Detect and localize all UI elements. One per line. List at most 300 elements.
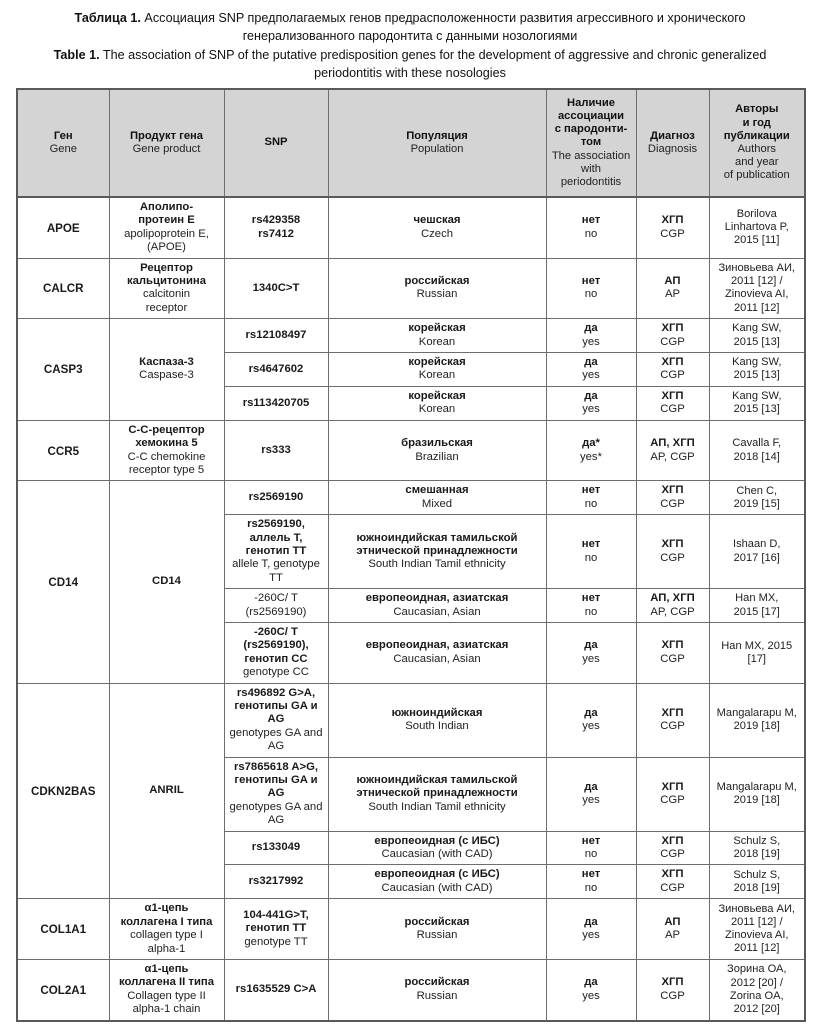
authors-value: 2015 [13] [733,335,780,348]
association-ru: да* [582,437,600,450]
population-en: Russian [416,989,458,1002]
population-ru: чешская [413,214,461,227]
gene-name: CCR5 [47,444,80,458]
table-caption [0,0,820,88]
table-row [17,258,805,319]
gene-product-ru: α1-цепь [144,902,189,915]
gene-product-ru: хемокина 5 [135,437,198,450]
snp-value: генотип CC [244,652,308,665]
cell-snp [224,757,328,831]
table-row [17,420,805,481]
population-ru: российская [404,275,470,288]
snp-value: rs333 [261,443,291,456]
snp-value: генотипы GA и AG [234,700,318,726]
column-header-en: and year [734,156,779,169]
snp-value-en: genotype CC [243,666,309,679]
population-en: Czech [420,227,454,240]
cell-snp [224,420,328,481]
snp-value: генотипы GA и AG [234,774,318,800]
population-ru: южноиндийская [391,706,483,719]
gene-product-en: Collagen type II [127,989,206,1002]
cell-authors [709,386,805,420]
column-header-en: The association [551,149,631,162]
population-en: South Indian Tamil ethnicity [368,558,506,571]
cell-diagnosis [636,197,709,258]
table-row [17,899,805,960]
population-en: Brazilian [415,450,459,463]
association-en: yes [582,652,600,665]
cell-population [328,959,546,1020]
cell-gene [17,197,109,258]
gene-product-ru: коллагена I типа [120,915,213,928]
association-en: yes [582,929,600,942]
population-ru: этнической принадлежности [356,544,518,557]
population-ru: российская [404,915,470,928]
caption-russian-label: Таблица 1. [74,11,141,25]
cell-snp [224,197,328,258]
cell-gene-product [109,481,224,683]
authors-value: 2018 [14] [733,450,780,463]
column-header-ru: ассоциации [557,109,625,122]
column-header-4 [546,89,636,197]
diagnosis-en: CGP [660,794,685,807]
diagnosis-en: CGP [660,335,685,348]
authors-value: 2011 [12] / [730,275,783,288]
diagnosis-ru: ХГП [661,868,684,881]
association-ru: нет [581,834,601,847]
population-en: Korean [418,369,456,382]
column-header-en: periodontitis [560,176,622,188]
cell-authors [709,420,805,481]
cell-snp [224,622,328,683]
authors-value: 2018 [19] [733,848,780,861]
population-en: Russian [416,288,458,301]
snp-value: аллель T, генотип TT [245,531,307,557]
authors-value: Linhartova P, [724,221,789,234]
population-en: South Indian Tamil ethnicity [368,800,506,813]
cell-snp [224,683,328,757]
association-ru: нет [581,214,601,227]
table-row [17,959,805,1020]
cell-population [328,899,546,960]
cell-population [328,831,546,865]
cell-snp [224,899,328,960]
cell-population [328,258,546,319]
cell-snp [224,959,328,1020]
gene-product-en: receptor type 5 [128,463,205,476]
authors-value: Chen C, [736,484,778,497]
authors-value: Mangalarapu M, [716,706,797,719]
snp-value: rs2569190, [247,518,305,531]
cell-diagnosis [636,319,709,353]
cell-association [546,757,636,831]
diagnosis-ru: ХГП [661,322,684,335]
association-ru: нет [581,484,601,497]
cell-association [546,622,636,683]
cell-gene [17,258,109,319]
cell-population [328,757,546,831]
population-en: Mixed [421,497,453,510]
authors-value: Zinovieva AI, [724,929,789,942]
association-en: no [584,881,598,894]
population-ru: европеоидная, азиатская [365,639,509,652]
cell-population [328,589,546,623]
snp-value: rs429358 [251,214,301,227]
cell-authors [709,589,805,623]
cell-gene-product [109,899,224,960]
cell-authors [709,757,805,831]
association-ru: нет [581,868,601,881]
column-header-ru: Популяция [406,129,468,142]
cell-association [546,831,636,865]
gene-product-ru: CD14 [152,575,181,588]
cell-authors [709,865,805,899]
association-ru: да [584,976,598,989]
diagnosis-en: CGP [660,369,685,382]
association-en: no [584,288,598,301]
cell-authors [709,899,805,960]
association-en: no [584,227,598,240]
gene-product-en: (APOE) [147,241,186,254]
association-en: yes [582,369,600,382]
snp-value: rs113420705 [242,396,310,409]
diagnosis-ru: ХГП [661,639,684,652]
gene-product-en: Caspase-3 [139,369,194,382]
authors-value: Borilova [736,208,777,220]
gene-product-ru: C-C-рецептор [128,423,205,436]
association-en: yes [582,403,600,416]
association-en: yes [582,989,600,1002]
cell-association [546,959,636,1020]
cell-snp [224,589,328,623]
cell-population [328,353,546,387]
cell-authors [709,831,805,865]
gene-product-en: alpha-1 [147,942,186,955]
snp-value-en: genotypes GA and AG [229,726,323,753]
header-row [17,89,805,197]
column-header-ru: Наличие [567,96,615,109]
column-header-6 [709,89,805,197]
population-ru: европеоидная, азиатская [365,592,509,605]
snp-value-en: allele T, genotype TT [232,558,320,584]
association-ru: да [584,639,598,652]
cell-association [546,683,636,757]
column-header-ru: Диагноз [650,129,695,142]
column-header-3 [328,89,546,197]
authors-value: Han MX, 2015 [721,639,793,652]
gene-product-en: receptor [145,301,188,314]
snp-value: rs133049 [251,841,301,854]
gene-product-ru: ANRIL [149,784,184,797]
cell-diagnosis [636,589,709,623]
cell-diagnosis [636,622,709,683]
cell-authors [709,622,805,683]
diagnosis-ru: АП [664,275,681,288]
authors-value: 2011 [12] [734,301,780,314]
cell-authors [709,683,805,757]
population-en: South Indian [405,720,469,733]
population-ru: бразильская [401,437,473,450]
cell-gene-product [109,197,224,258]
table-row [17,197,805,258]
authors-value: Zorina OA, [729,989,784,1002]
authors-value: 2018 [19] [733,881,780,894]
population-en: Russian [416,929,458,942]
authors-value: 2011 [12] / [730,915,783,928]
gene-product-en: alpha-1 chain [132,1003,201,1016]
cell-gene [17,420,109,481]
column-header-5 [636,89,709,197]
cell-population [328,481,546,515]
cell-association [546,386,636,420]
authors-value: 2019 [18] [733,794,780,807]
cell-gene-product [109,420,224,481]
authors-value: 2019 [18] [733,720,780,733]
column-header-ru: публикации [723,129,790,142]
cell-authors [709,959,805,1020]
cell-association [546,420,636,481]
cell-authors [709,353,805,387]
gene-product-ru: кальцитонина [126,275,207,288]
cell-association [546,258,636,319]
population-en: Caucasian (with CAD) [381,848,493,861]
gene-product-ru: протеин E [138,214,195,227]
association-en: no [584,605,598,618]
gene-name: CASP3 [43,363,83,377]
cell-diagnosis [636,258,709,319]
association-en: yes [582,335,600,348]
cell-population [328,622,546,683]
cell-population [328,865,546,899]
association-en: yes [582,794,600,807]
gene-name: COL2A1 [40,983,87,997]
table-head [17,89,805,197]
table-row [17,481,805,515]
snp-value: (rs2569190) [245,605,307,618]
authors-value: 2012 [20] [733,1002,780,1015]
authors-value: 2015 [13] [733,369,780,382]
table-row [17,683,805,757]
cell-diagnosis [636,899,709,960]
population-ru: смешанная [405,484,469,497]
cell-gene-product [109,319,224,420]
diagnosis-en: CGP [660,403,685,416]
association-ru: да [584,706,598,719]
column-header-en: Gene [49,143,77,155]
diagnosis-en: CGP [660,881,685,894]
gene-product-en: calcitonin [142,288,191,301]
column-header-en: Population [410,143,464,155]
authors-value: Kang SW, [732,356,782,369]
association-ru: нет [581,592,601,605]
diagnosis-en: AP, CGP [650,605,695,618]
diagnosis-en: CGP [660,848,685,861]
cell-association [546,481,636,515]
snp-value: rs2569190 [248,491,304,504]
association-en: yes [582,720,600,733]
cell-gene [17,683,109,899]
snp-value: rs4647602 [248,362,304,375]
column-header-en: Diagnosis [647,143,698,155]
population-en: Korean [418,403,456,416]
cell-association [546,515,636,589]
diagnosis-en: CGP [660,652,685,665]
population-ru: этнической принадлежности [356,787,518,800]
association-en: no [584,848,598,861]
caption-english-label: Table 1. [53,48,100,62]
cell-gene [17,319,109,420]
population-ru: южноиндийская тамильской [356,774,518,787]
population-ru: корейская [408,356,466,369]
column-header-en: with [581,162,601,175]
association-ru: да [584,322,598,335]
authors-value: Зорина ОА, [727,963,787,976]
authors-value: Cavalla F, [732,437,782,450]
gene-product-ru: Каспаза-3 [139,356,194,369]
population-ru: российская [404,976,470,989]
diagnosis-ru: ХГП [661,389,684,402]
column-header-en: Authors [737,143,777,155]
authors-value: Зиновьева АИ, [718,902,795,915]
diagnosis-en: AP [664,929,681,942]
diagnosis-ru: АП, ХГП [650,437,695,450]
association-ru: да [584,356,598,369]
caption-russian-text: Ассоциация SNP предполагаемых генов предрасположенности развития агрессивного и хронического генерализованного пародонтита с данными нозологиями [140,11,746,43]
column-header-ru: Авторы [735,103,779,116]
column-header-ru: том [580,136,602,149]
caption-russian [52,10,768,45]
column-header-0 [17,89,109,197]
snp-value: rs7412 [258,227,294,240]
cell-snp [224,386,328,420]
cell-gene-product [109,683,224,899]
cell-snp [224,353,328,387]
cell-snp [224,319,328,353]
snp-value: -260C/ T [254,625,298,638]
gene-product-ru: Рецептор [140,261,193,274]
table-body [17,197,805,1021]
gene-product-ru: α1-цепь [144,962,189,975]
authors-value: 2015 [13] [733,403,780,416]
cell-diagnosis [636,757,709,831]
snp-value: 1340C>T [252,281,300,294]
diagnosis-en: AP [664,288,681,301]
cell-diagnosis [636,420,709,481]
column-header-ru: SNP [264,136,288,149]
authors-value: Kang SW, [732,322,782,335]
cell-population [328,319,546,353]
snp-value: -260C/ T [254,592,298,605]
gene-product-en: collagen type I [130,929,203,942]
authors-value: 2015 [11] [734,234,780,247]
cell-population [328,386,546,420]
diagnosis-en: CGP [660,551,685,564]
cell-authors [709,481,805,515]
gene-name: CD14 [48,575,79,589]
diagnosis-ru: ХГП [661,780,684,793]
association-ru: нет [581,275,601,288]
gene-name: CALCR [42,282,84,296]
authors-value: 2019 [15] [733,497,780,510]
snp-value: генотип TT [245,922,307,935]
column-header-ru: Продукт гена [129,129,204,142]
snp-value: 104-441G>T, [243,908,309,921]
cell-gene [17,959,109,1020]
column-header-1 [109,89,224,197]
gene-product-ru: Аполипо- [139,201,194,213]
gene-product-en: C-C chemokine [127,450,206,463]
cell-diagnosis [636,386,709,420]
diagnosis-en: CGP [660,989,685,1002]
column-header-ru: с пародонти- [554,123,628,136]
cell-snp [224,865,328,899]
diagnosis-ru: АП, ХГП [650,592,695,605]
snp-value: rs7865618 A>G, [233,760,319,773]
cell-gene-product [109,258,224,319]
diagnosis-ru: ХГП [661,976,684,989]
population-ru: европеоидная (с ИБС) [374,834,500,847]
cell-association [546,589,636,623]
cell-population [328,420,546,481]
cell-association [546,865,636,899]
diagnosis-ru: ХГП [661,356,684,369]
cell-snp [224,831,328,865]
authors-value: [17] [747,652,766,665]
column-header-en: Gene product [132,143,201,155]
population-en: Caucasian (with CAD) [381,881,493,894]
authors-value: 2015 [17] [733,605,780,618]
gene-product-en: apolipoprotein E, [124,227,209,240]
diagnosis-ru: ХГП [661,706,684,719]
cell-snp [224,258,328,319]
diagnosis-ru: ХГП [661,834,684,847]
snp-value-en: genotype TT [244,935,308,948]
snp-value-en: genotypes GA and AG [229,800,323,827]
association-ru: нет [581,538,601,551]
authors-value: 2011 [12] [734,942,780,955]
association-ru: да [584,389,598,402]
cell-association [546,353,636,387]
column-header-ru: и год [742,116,771,129]
population-ru: южноиндийская тамильской [356,531,518,544]
column-header-2 [224,89,328,197]
caption-english-text: The association of SNP of the putative predisposition genes for the development of aggressive and chronic generalized periodontitis with these nosologies [99,48,767,80]
caption-english [52,47,768,82]
column-header-ru: Ген [53,129,73,142]
population-en: Caucasian, Asian [393,605,481,618]
diagnosis-ru: АП [664,915,681,928]
cell-association [546,319,636,353]
cell-population [328,683,546,757]
cell-gene-product [109,959,224,1020]
association-en: yes* [580,450,602,463]
cell-gene [17,899,109,960]
cell-diagnosis [636,683,709,757]
cell-diagnosis [636,515,709,589]
authors-value: Han MX, [735,592,779,605]
cell-diagnosis [636,353,709,387]
association-en: no [584,497,598,510]
cell-authors [709,197,805,258]
column-header-en: of publication [723,169,790,182]
authors-value: Kang SW, [732,390,782,403]
diagnosis-ru: ХГП [661,484,684,497]
association-ru: да [584,780,598,793]
diagnosis-ru: ХГП [661,214,684,227]
cell-population [328,515,546,589]
diagnosis-en: AP, CGP [650,450,695,463]
cell-population [328,197,546,258]
